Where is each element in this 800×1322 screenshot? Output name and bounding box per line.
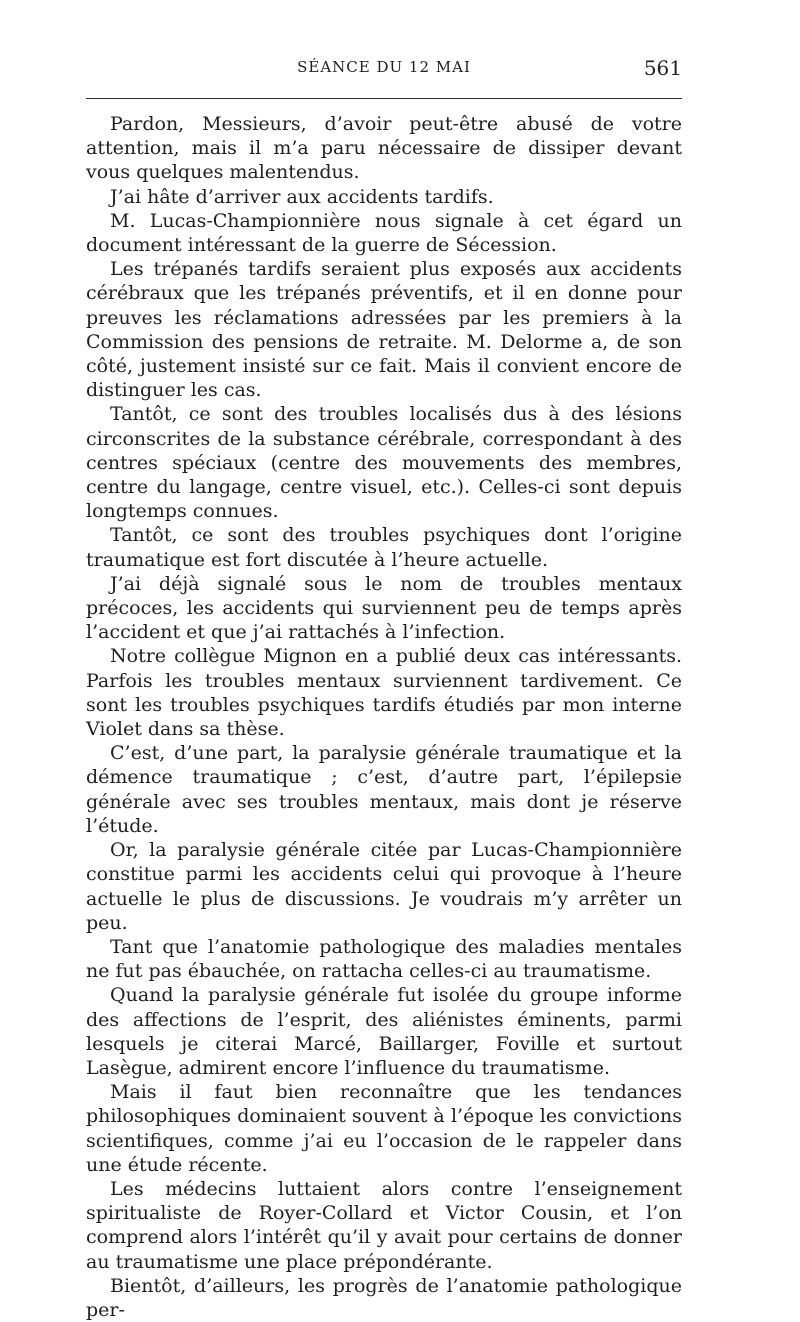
body-text [86,112,682,1322]
running-head: SÉANCE DU 12 MAI [297,58,471,76]
paragraph: Quand la paralysie générale fut isolée du groupe informe des affections de l’esprit, des aliénistes éminents, parmi lesquels je citerai Marcé, Baillarger, Foville et surtout Lasègue, admirent encore l’influence du traumatisme. [86,984,682,1079]
paragraph: Les médecins luttaient alors contre l’enseignement spiritualiste de Royer-Collard et Victor Cousin, et l’on comprend alors l’intérêt qu’il y avait pour certains de donner au traumatisme une place prépondérante. [86,1177,682,1273]
paragraph: J’ai déjà signalé sous le nom de troubles mentaux précoces, les accidents qui surviennent peu de temps après l’accident et que j’ai rattachés à l’infection. [86,572,682,644]
header-rule [86,98,682,99]
paragraph: Tantôt, ce sont des troubles psychiques dont l’origine traumatique est fort discutée à l’heure actuelle. [86,524,682,571]
paragraph: Bientôt, d’ailleurs, les progrès de l’anatomie pathologique per- [86,1274,682,1321]
paragraph: Notre collègue Mignon en a publié deux cas intéressants. Parfois les troubles mentaux surviennent tardivement. Ce sont les troubles psychiques tardifs étudiés par mon interne Violet dans sa thèse. [86,645,682,741]
paragraph: C’est, d’une part, la paralysie générale traumatique et la démence traumatique ; c’est, d’autre part, l’épilepsie générale avec ses troubles mentaux, mais dont je réserve l’étude. [86,742,682,837]
page-number: 561 [643,56,682,80]
paragraph: Tantôt, ce sont des troubles localisés dus à des lésions circonscrites de la substance cérébrale, correspondant à des centres spéciaux (centre des mouvements des membres, centre du langage, centre visuel, etc.). Celles-ci sont depuis longtemps connues. [86,403,682,523]
paragraph: J’ai hâte d’arriver aux accidents tardifs. [110,185,494,208]
page-header [86,56,682,86]
paragraph: Or, la paralysie générale citée par Lucas-Championnière constitue parmi les accidents celui qui provoque à l’heure actuelle le plus de discussions. Je voudrais m’y arrêter un peu. [86,839,682,934]
paragraph: M. Lucas-Championnière nous signale à cet égard un document intéressant de la guerre de Sécession. [86,209,682,257]
paragraph: Tant que l’anatomie pathologique des maladies mentales ne fut pas ébauchée, on rattacha celles-ci au traumatisme. [86,935,682,983]
paragraph: Pardon, Messieurs, d’avoir peut-être abusé de votre attention, mais il m’a paru nécessaire de dissiper devant vous quelques malentendus. [86,113,682,184]
paragraph: Les trépanés tardifs seraient plus exposés aux accidents cérébraux que les trépanés préventifs, et il en donne pour preuves les réclamations adressées par les premiers à la Commission des pensions de retraite. M. Delorme a, de son côté, justement insisté sur ce fait. Mais il convient encore de distinguer les cas. [86,258,682,402]
paragraph: Mais il faut bien reconnaître que les tendances philosophiques dominaient souvent à l’époque les convictions scientifiques, comme j’ai eu l’occasion de le rappeler dans une étude récente. [86,1081,682,1176]
